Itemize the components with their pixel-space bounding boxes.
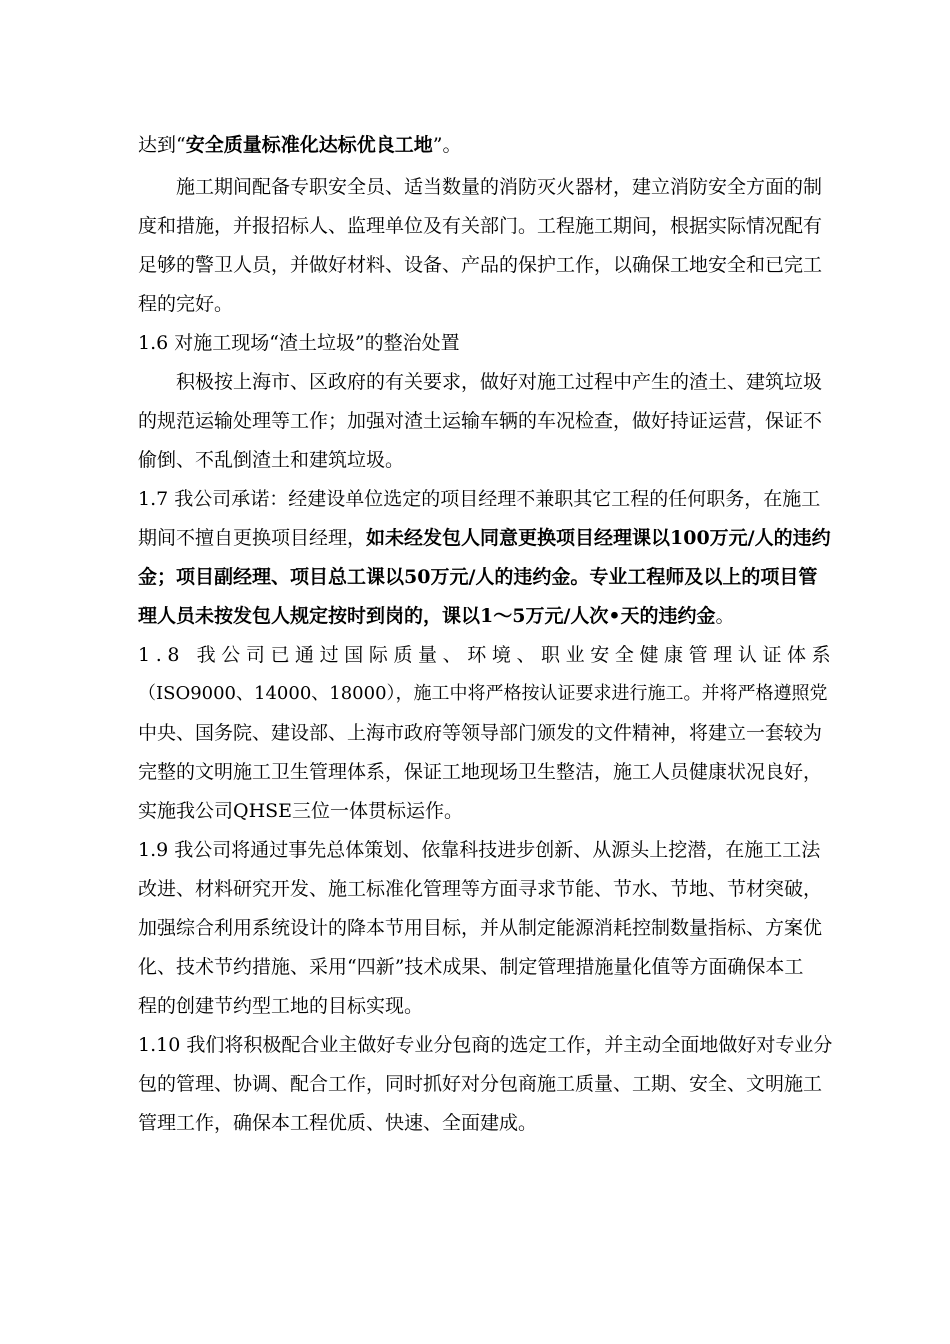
section-1-7-line-4-bold: 理人员未按发包人规定按时到岗的，课以1～5万元/人次•天的违约金 — [138, 605, 716, 627]
section-1-7-line-2-bold: 如未经发包人同意更换项目经理课以100万元/人的违约 — [366, 527, 831, 549]
safety-paragraph-line-1: 施工期间配备专职安全员、适当数量的消防灭火器材，建立消防安全方面的制 — [176, 176, 823, 198]
safety-paragraph-line-4: 程的完好。 — [138, 293, 234, 315]
section-1-8-line-2: （ISO9000、14000、18000），施工中将严格按认证要求进行施工。并将严格遵照党 — [138, 683, 828, 704]
section-1-6-line-3: 偷倒、不乱倒渣土和建筑垃圾。 — [138, 449, 405, 471]
intro-suffix: ”。 — [432, 134, 462, 156]
section-1-9-line-4: 化、技术节约措施、采用“四新”技术成果、制定管理措施量化值等方面确保本工 — [138, 956, 804, 978]
section-1-8-line-3: 中央、国务院、建设部、上海市政府等领导部门颁发的文件精神，将建立一套较为 — [138, 722, 823, 744]
section-1-8-line-1: 1.8 我公司已通过国际质量、环境、职业安全健康管理认证体系 — [138, 644, 837, 666]
section-1-7-line-4 — [138, 602, 735, 630]
section-1-9-line-1: 1.9 我公司将通过事先总体策划、依靠科技进步创新、从源头上挖潜，在施工工法 — [138, 839, 821, 861]
section-1-8-line-5: 实施我公司QHSE三位一体贯标运作。 — [138, 800, 464, 822]
section-1-9-line-3: 加强综合利用系统设计的降本节用目标，并从制定能源消耗控制数量指标、方案优 — [138, 917, 823, 939]
intro-prefix: 达到“ — [138, 134, 186, 156]
section-1-9-line-2: 改进、材料研究开发、施工标准化管理等方面寻求节能、节水、节地、节材突破， — [138, 878, 823, 900]
safety-paragraph-line-3: 足够的警卫人员，并做好材料、设备、产品的保护工作，以确保工地安全和已完工 — [138, 254, 823, 276]
section-1-6-line-1: 积极按上海市、区政府的有关要求，做好对施工过程中产生的渣土、建筑垃圾 — [176, 371, 823, 393]
section-1-9-line-5: 程的创建节约型工地的目标实现。 — [138, 995, 424, 1017]
intro-line — [138, 131, 461, 159]
section-1-6-line-2: 的规范运输处理等工作；加强对渣土运输车辆的车况检查，做好持证运营，保证不 — [138, 410, 823, 432]
intro-bold-text: 安全质量标准化达标优良工地 — [185, 134, 433, 156]
section-1-7-line-2 — [138, 524, 831, 552]
section-1-10-line-1: 1.10 我们将积极配合业主做好专业分包商的选定工作，并主动全面地做好对专业分 — [138, 1034, 833, 1056]
section-1-8-line-4: 完整的文明施工卫生管理体系，保证工地现场卫生整洁，施工人员健康状况良好， — [138, 761, 823, 783]
section-1-7-line-3: 金；项目副经理、项目总工课以50万元/人的违约金。专业工程师及以上的项目管 — [138, 566, 818, 588]
section-1-10-line-3: 管理工作，确保本工程优质、快速、全面建成。 — [138, 1112, 538, 1134]
section-1-6-heading: 1.6 对施工现场“渣土垃圾”的整治处置 — [138, 332, 460, 354]
section-1-7-line-4-end: 。 — [715, 605, 735, 627]
section-1-7-line-1: 1.7 我公司承诺：经建设单位选定的项目经理不兼职其它工程的任何职务，在施工 — [138, 488, 821, 510]
section-1-10-line-2: 包的管理、协调、配合工作，同时抓好对分包商施工质量、工期、安全、文明施工 — [138, 1073, 823, 1095]
section-1-7-line-2-normal: 期间不擅自更换项目经理， — [138, 527, 367, 549]
safety-paragraph-line-2: 度和措施，并报招标人、监理单位及有关部门。工程施工期间，根据实际情况配有 — [138, 215, 823, 237]
